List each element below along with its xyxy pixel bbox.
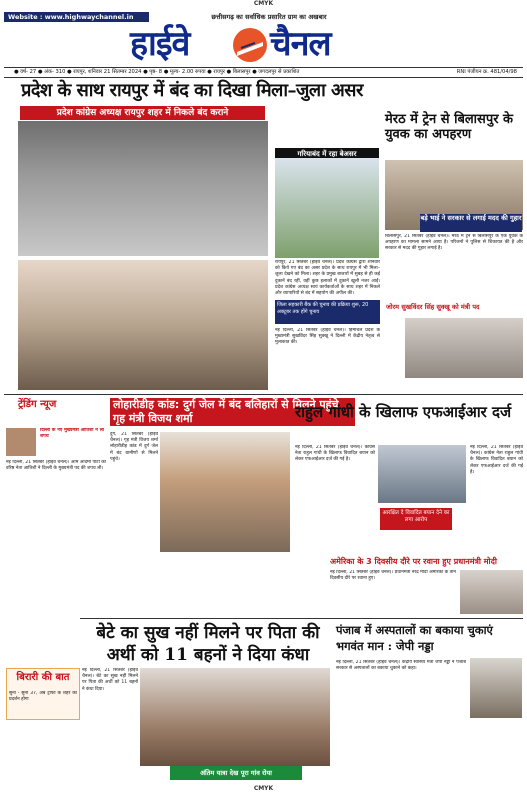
- section-rule: [4, 394, 523, 395]
- top-strip: [4, 12, 523, 22]
- trending-head[interactable]: दिल्ली के नए मुख्यमंत्री आतिशी ने ली शपथ: [40, 428, 104, 440]
- masthead-right: चैनल: [270, 24, 331, 64]
- lead-subhead: प्रदेश कांग्रेस अध्यक्ष रायपुर शहर में निकले बंद कराने: [20, 106, 265, 120]
- section-rule-2: [80, 618, 523, 619]
- side-subhead: गरियाबंद में रहा बेअसर: [275, 148, 379, 160]
- bihar-body: सुना - सुनी 37, अब ट्रॉफी के शहर का प्रदर्शन होगा: [9, 691, 77, 703]
- trending-label: ट्रेंडिंग न्यूज: [18, 399, 57, 410]
- lead-photo-lower: [18, 260, 268, 390]
- story3-body: नई दिल्ली, 21 सितंबर (हाईवे चैनल)। हिमाचल प्रदेश के मुख्यमंत्री सुखविंदर सिंह सुक्खू ने दिल्ली में केंद्रीय नेतृत्व से मुलाकात की।: [275, 328, 380, 346]
- story8-body: नई दिल्ली, 21 सितंबर (हाईवे चैनल)। केंद्रीय स्वास्थ्य मंत्री जेपी नड्डा ने पंजाब सरकार से अस्पतालों का बकाया चुकाने को कहा।: [336, 660, 466, 672]
- story7-body: नई दिल्ली, 21 सितंबर (हाईवे चैनल)। बेटे का सुख नहीं मिलने पर पिता की अर्थी को 11 बहनों ने कंधा दिया।: [82, 668, 138, 692]
- story4-headline[interactable]: लोहारीडीह कांड: दुर्ग जेल में बंद बलिहारों से मिलने पहुंचे गृह मंत्री विजय शर्मा: [110, 398, 355, 426]
- website-label[interactable]: Website : www.highwaychannel.in: [4, 12, 149, 22]
- story8-headline[interactable]: पंजाब में अस्पतालों का बकाया चुकाएं भगवंत मान : जेपी नड्डा: [336, 623, 493, 653]
- masthead: [120, 22, 410, 66]
- story2-subhead: बड़े भाई ने सरकार से लगाई मदद की गुहार: [420, 214, 522, 232]
- story2-headline[interactable]: मेरठ में ट्रेन से बिलासपुर के युवक का अपहरण: [385, 112, 514, 142]
- dateline: [4, 67, 523, 78]
- trending-body: नई दिल्ली, 21 सितंबर (हाईवे चैनल)। आम आदमी पार्टी की वरिष्ठ नेता आतिशी ने दिल्ली के मुख्यमंत्री पद की शपथ ली।: [6, 460, 106, 472]
- trending-photo: [6, 428, 36, 456]
- side-photo: [275, 158, 379, 258]
- story6-photo: [460, 570, 523, 614]
- story5-headline[interactable]: राहुल गांधी के खिलाफ एफआईआर दर्ज: [295, 403, 512, 421]
- lead-photo: [18, 121, 268, 256]
- story5-body-right: नई दिल्ली, 21 सितंबर (हाईवे चैनल)। कांग्रेस नेता राहुल गांधी के खिलाफ विवादित बयान को लेकर एफआईआर दर्ज की गई है।: [470, 445, 523, 475]
- story6-body: नई दिल्ली, 21 सितंबर (हाईवे चैनल)। प्रधानमंत्री नरेंद्र मोदी अमेरिका के तीन दिवसीय दौरे पर रवाना हुए।: [330, 570, 456, 582]
- masthead-left: हाईवे: [130, 24, 190, 64]
- color-bar-top: CMYK: [253, 0, 274, 7]
- color-bar-bottom: CMYK: [253, 785, 274, 792]
- bihar-box: [6, 668, 80, 720]
- story3-headline[interactable]: जोरम सुखविंदर सिंह सुक्खू को मंत्री पद: [386, 303, 480, 311]
- bihar-title: बिरारी की बात: [16, 672, 70, 683]
- tagline: छत्तीसगढ़ का सर्वाधिक प्रसारित ग्राम का अखबार: [211, 13, 327, 21]
- story6-headline[interactable]: अमेरिका के 3 दिवसीय दौरे पर रवाना हुए प्रधानमंत्री मोदी: [330, 557, 497, 566]
- story7-subhead: अंतिम यात्रा देख पूरा गांव रोया: [170, 766, 302, 780]
- story5-photo: [378, 445, 466, 503]
- dateline-left: ● वर्ष- 27 ● अंक- 310 ● रायपुर, शनिवार 21 सितम्बर 2024 ● पृष्ठ- 8 ● मूल्य- 2.00 रुपया ● रायपुर ● बिलासपुर ● जगदलपुर से प्रकाशित: [14, 69, 300, 75]
- road-logo-icon: [233, 28, 267, 62]
- story5-body: नई दिल्ली, 21 सितंबर (हाईवे चैनल)। कांग्रेस नेता राहुल गांधी के खिलाफ विवादित बयान को लेकर एफआईआर दर्ज की गई है।: [295, 445, 375, 463]
- dateline-right: RNI पंजीयन क्र. 481/04/98: [456, 69, 517, 75]
- story4-body: दुर्ग, 21 सितंबर (हाईवे चैनल)। गृह मंत्री विजय शर्मा लोहारीडीह कांड में दुर्ग जेल में बंद ग्रामीणों से मिलने पहुंचे।: [110, 432, 158, 462]
- story7-photo: [140, 668, 330, 766]
- story5-subhead: आरक्षित दे विवादित बयान देने का लगा आरोप: [380, 508, 452, 530]
- story2-body: बिलासपुर, 21 सितंबर (हाईवे चैनल)। मेरठ में ट्रेन से बिलासपुर के एक युवक के अपहरण का मामला सामने आया है। परिजनों ने पुलिस से शिकायत की है और सरकार से मदद की गुहार लगाई है।: [385, 234, 523, 252]
- lead-body: रायपुर, 21 सितंबर (हाईवे चैनल)। प्रदेश कांग्रेस द्वारा शनिवार को किये गए बंद का असर प्रदेश के साथ रायपुर में भी मिला–जुला देखने को मिला। शहर के प्रमुख बाजारों में सुबह से ही कई दुकानें बंद रहीं, वहीं कुछ इलाकों में दुकानें खुली नजर आईं। प्रदेश कांग्रेस अध्यक्ष स्वयं कार्यकर्ताओं के साथ शहर में निकले और व्यापारियों से बंद में सहयोग की अपील की।: [275, 260, 380, 297]
- story3-photo: [405, 318, 523, 378]
- lead-headline[interactable]: प्रदेश के साथ रायपुर में बंद का दिखा मिला–जुला असर: [4, 80, 380, 102]
- story7-headline[interactable]: बेटे का सुख नहीं मिलने पर पिता की अर्थी को 11 बहनों ने दिया कंधा: [96, 623, 320, 665]
- story8-photo: [470, 658, 522, 718]
- story4-photo: [160, 432, 290, 552]
- story3-callout: जिला सहकारी बैंक की चुनाव की प्रक्रिया शुरू, 20 अक्टूबर तक होंगे चुनाव: [275, 300, 380, 324]
